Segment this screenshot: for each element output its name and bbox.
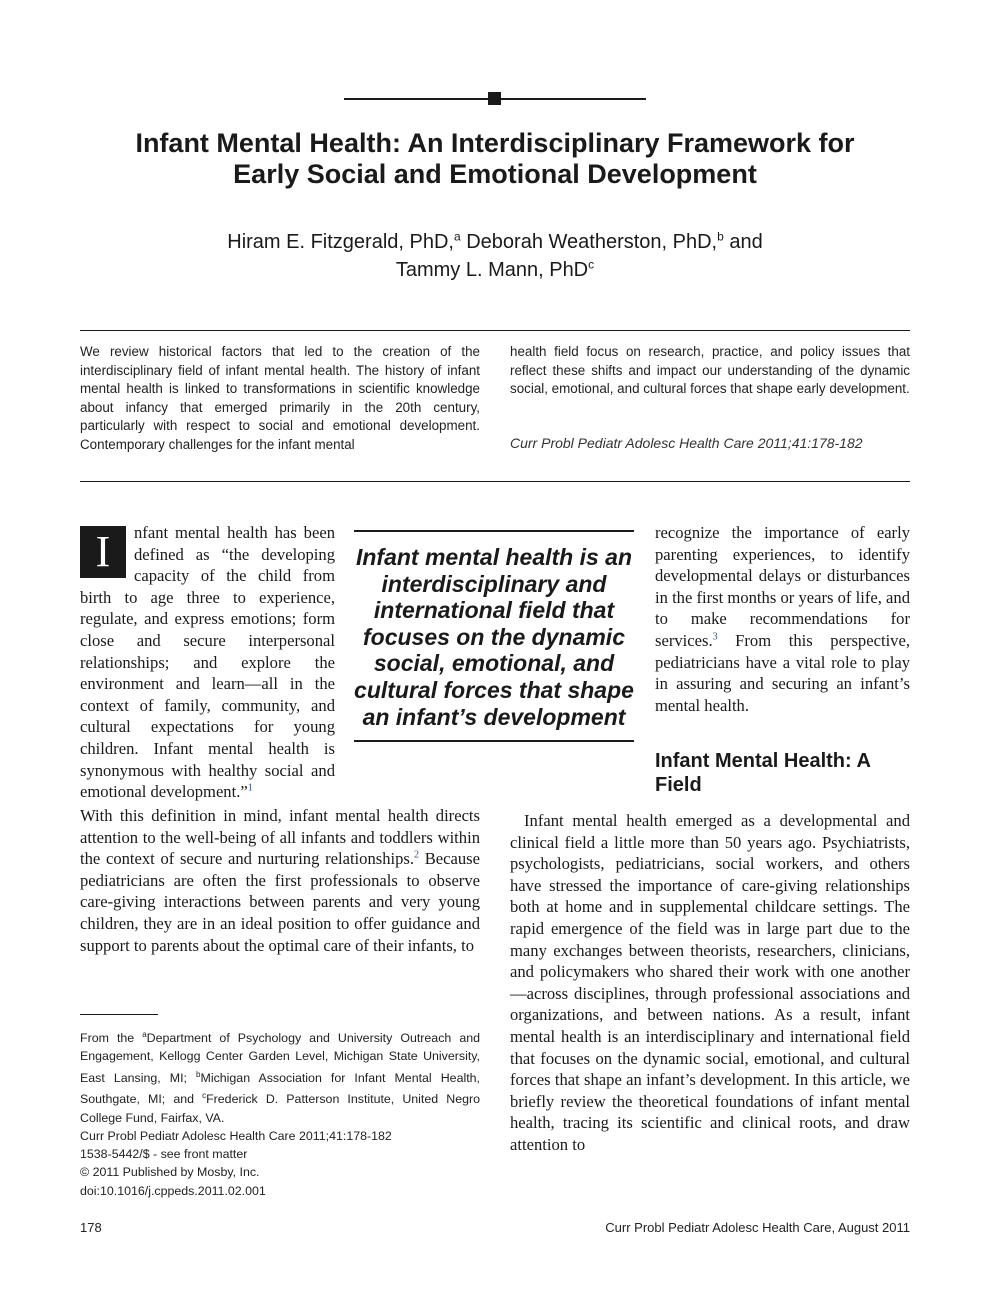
footnote-block [80, 1026, 480, 1200]
column-3-paragraph: recognize the importance of early parenting experiences, to identify developmental delays or disturbances in the first months or years of life, and to make recommendations for services.$^3$ From this perspective, pediatricians have a vital role to play in assuring and securing an infant’s mental health. [655, 523, 910, 715]
abstract-column-1: We review historical factors that led to the creation of the interdisciplinary field of infant mental health. The history of infant mental health is linked to transformations in scientific knowledge about infancy that emerged primarily in the 20th century, particularly with respect to social and emotional development. Contemporary challenges for the infant mental [80, 344, 480, 452]
article-title [60, 128, 930, 190]
abstract-bottom-rule [80, 481, 910, 482]
abstract-citation: Curr Probl Pediatr Adolesc Health Care 2011;41:178-182 [510, 435, 863, 451]
affiliations: From the $^a$Department of Psychology and University Outreach and Engagement, Kellogg Center Garden Level, Michigan State University, East Lansing, MI; $^b$Michigan Association for Infant Mental Health, Southgate, MI; and $^c$Frederick D. Patterson Institute, United Negro College Fund, Fairfax, VA. [80, 1030, 480, 1125]
abstract-top-rule [80, 330, 910, 331]
abstract-column-2: health field focus on research, practice, and policy issues that reflect these shifts and impact our understanding of the dynamic social, emotional, and cultural forces that shape early development. [510, 344, 910, 397]
pull-quote: Infant mental health is an interdisciplinary and international field that focuses on the dynamic social, emotional, and cultural forces that shape an infant’s development [354, 530, 634, 742]
author-affil-mark: c [588, 257, 595, 272]
footnote-doi[interactable]: doi:10.1016/j.cppeds.2011.02.001 [80, 1183, 266, 1198]
author-name: Deborah Weatherston, PhD, [466, 231, 718, 253]
reference-link[interactable]: 1 [247, 782, 253, 794]
footnote-journal: Curr Probl Pediatr Adolesc Health Care 2011;41:178-182 [80, 1128, 392, 1143]
section-heading: Infant Mental Health: A Field [655, 750, 871, 796]
section-paragraph: Infant mental health emerged as a developmental and clinical field a little more than 50 years ago. Psychiatrists, psychologists, pediatricians, social workers, and others have stressed the importance of care-giving relationships both at home and in supplemental childcare settings. The rapid emergence of the field was in large part due to the many exchanges between theorists, researchers, clinicians, and policymakers who shared their work with one another—across disciplines, through professional associations and organizations, and between nations. As a result, infant mental health is an interdisciplinary and international field that focuses on the dynamic social, emotional, and cultural forces that shape an infant’s development. In this article, we briefly review the theoretical foundations of infant mental health, tracing its scientific and clinical roots, and draw attention to [510, 811, 910, 1154]
author-list: Hiram E. Fitzgerald, PhD,$^a$ Deborah Weatherston, PhD,$^b$ and Tammy L. Mann, PhD$^c$ [227, 229, 763, 281]
author-name: Tammy L. Mann, PhD [395, 259, 589, 281]
ornament-line-right [501, 98, 646, 100]
footnote-copyright: © 2011 Published by Mosby, Inc. [80, 1165, 260, 1180]
footnote-issn: 1538-5442/$ - see front matter [80, 1147, 248, 1162]
footnote-rule [80, 1014, 158, 1015]
intro-paragraph-wide: With this definition in mind, infant mental health directs attention to the well-being of all infants and toddlers within the context of secure and nurturing relationships.$^2$ Because pediatricians are often the first professionals to observe care-giving interactions between parents and very young children, they are in an ideal position to offer guidance and support to parents about the optimal care of their infants, to [80, 806, 480, 955]
ornament-line-left [344, 98, 488, 100]
reference-link[interactable]: 3 [712, 631, 718, 643]
running-footer: Curr Probl Pediatr Adolesc Health Care, August 2011 [605, 1220, 910, 1235]
ornament-square-icon [488, 92, 501, 105]
reference-link[interactable]: 2 [414, 849, 420, 861]
drop-cap: I [80, 526, 126, 578]
author-name: Hiram E. Fitzgerald, PhD, [227, 231, 454, 253]
page-number: 178 [80, 1220, 102, 1235]
author-affil-mark: b [717, 229, 724, 244]
title-line-2: Early Social and Emotional Development [233, 159, 757, 189]
intro-paragraph-narrow: I nfant mental health has been defined as “the developing capacity of the child from birth to age three to experience, regulate, and express emotions; form close and secure interpersonal relationships; and explore the environment and learn—all in the context of family, community, and cultural expectations for young children. Infant mental health is synonymous with healthy social and emotional development.”$^1$ [80, 523, 335, 802]
title-line-1: Infant Mental Health: An Interdisciplinary Framework for [135, 128, 855, 158]
author-affil-mark: a [453, 229, 461, 244]
